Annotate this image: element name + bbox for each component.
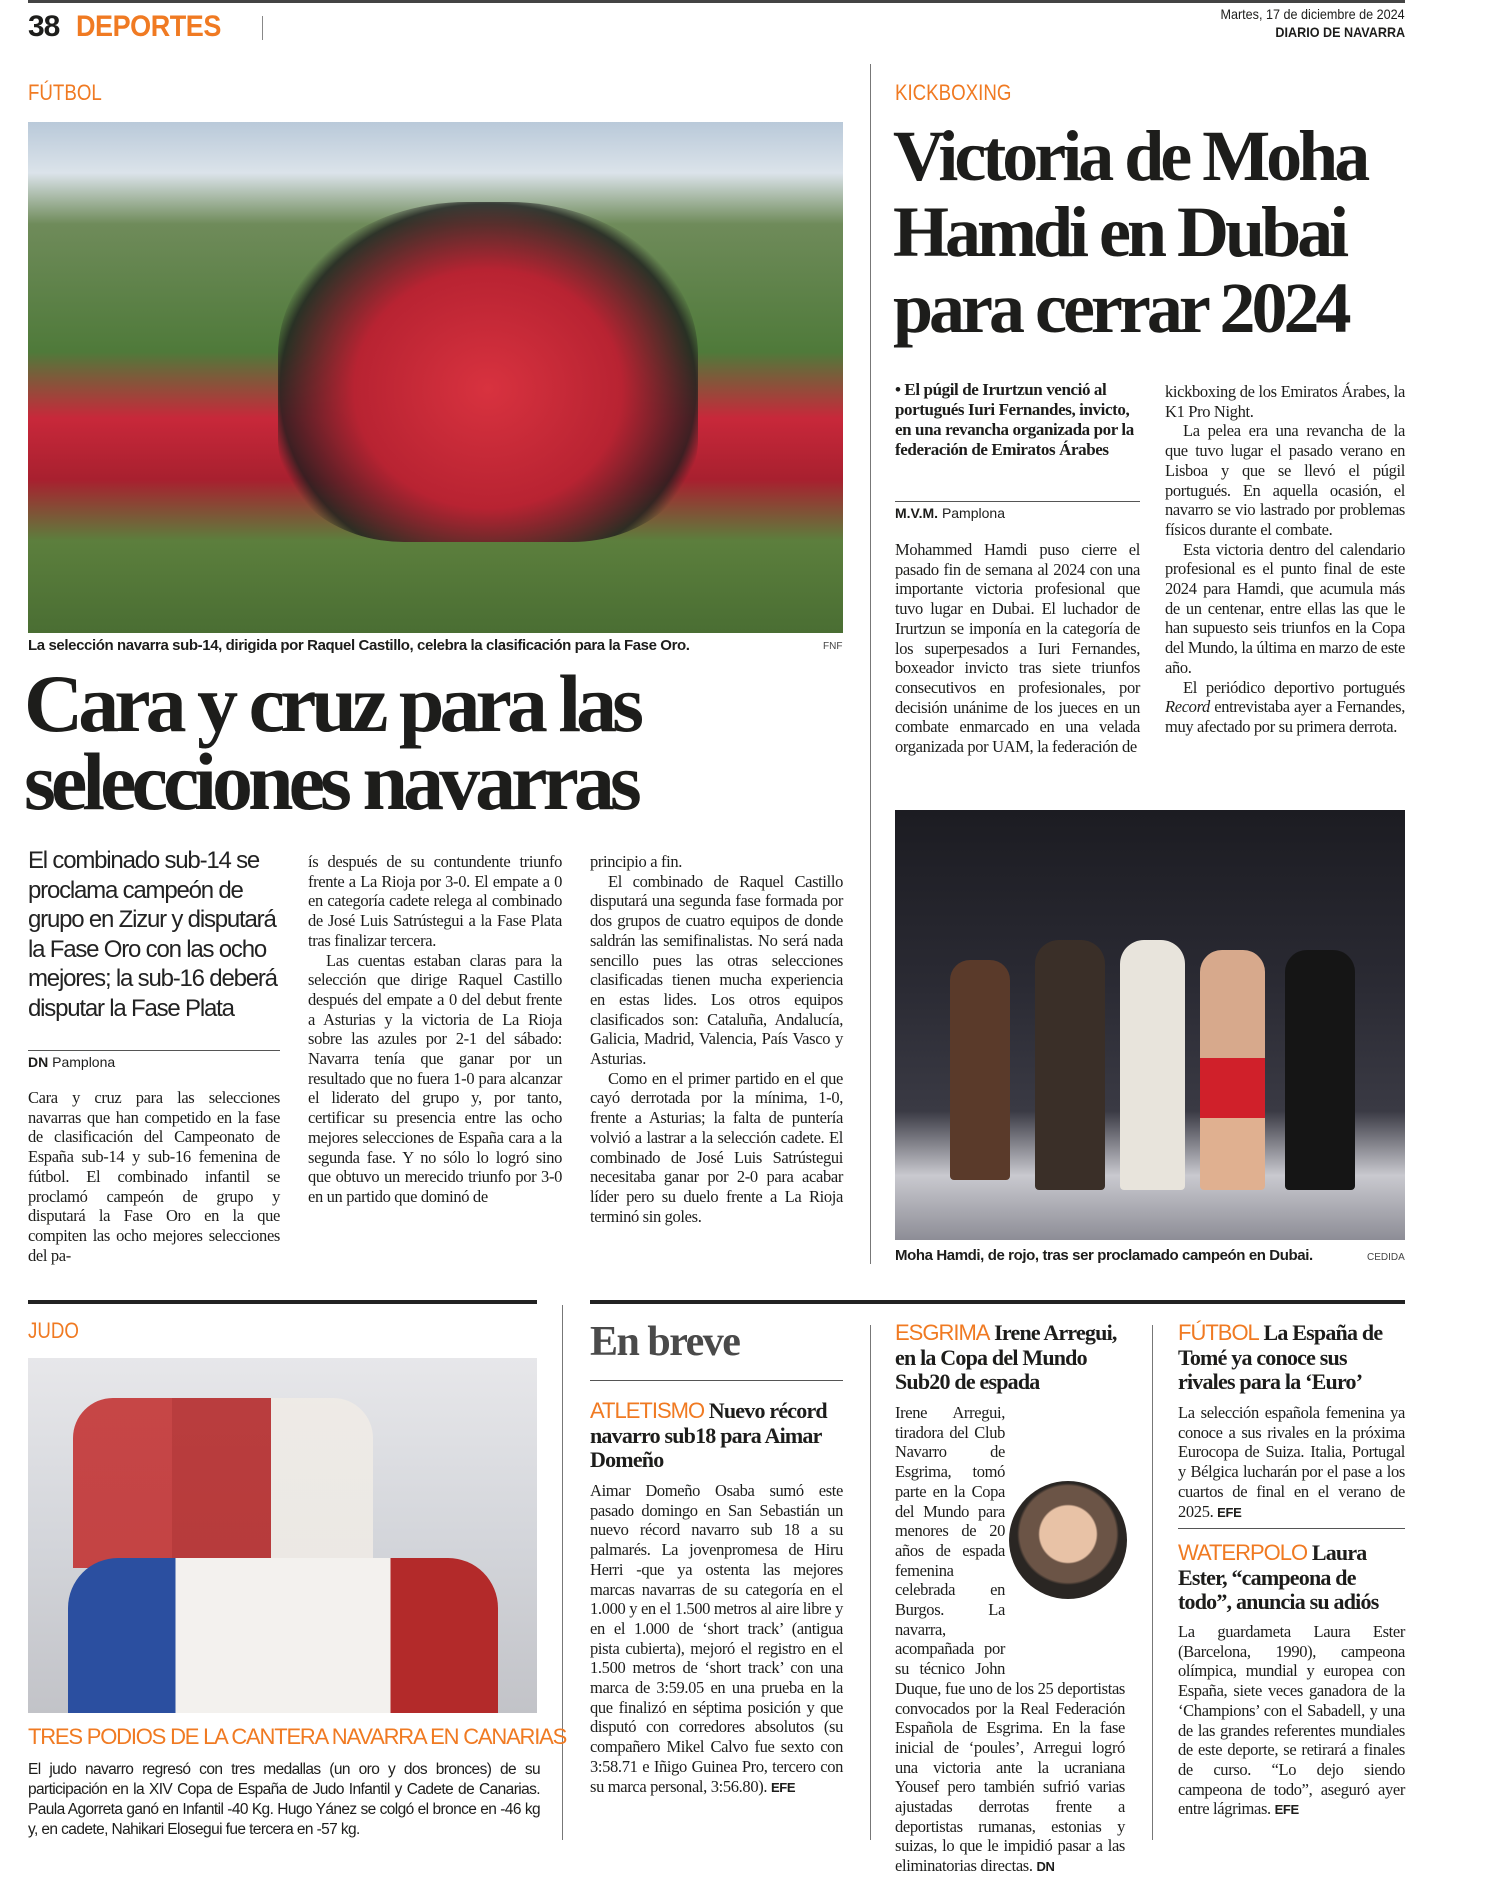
fighter-figure <box>950 960 1010 1180</box>
page-number: 38 <box>28 10 60 43</box>
brief-text: La guardameta Laura Ester (Barcelona, 1990), campeona olímpica, mundial y europea con España, siete veces ganadora de la ‘Champions’ con el Sabadell, y una de las grandes referentes mundiales de este deporte, se retirará a finales de curso. “Lo dejo siendo campeona de todo”, aseguró ayer entre lágrimas. EFE <box>1178 1622 1405 1819</box>
paragraph: Esta victoria dentro del calendario profesional es el punto final de este 2024 para Hamdi, que acumula más de un centenar, entre ellas las que le han supuesto seis triunfos en la Copa del Mundo, la última en marzo de este año. <box>1165 539 1405 677</box>
judo-top-rule <box>28 1300 537 1304</box>
text-wrap: Irene Arregui, tiradora del Club Navarro de Esgrima, tomó parte en la Copa del Mundo para menores de 20 años de espada femenina celebrada en Burgos. La navarra, acompañada por su técnico John Duque, fue uno de los 25 deportistas convocados por la Real Federación Española de Esgrima. En la fase inicial de ‘poules’, Arregui logró una victoria ante la ucraniana Yousef pero también sufrió varias ajustadas derrotas frente a deportistas rumanas, estonias y suizas, lo que le impidió pasar a las eliminatorias directas. DN <box>895 1403 1125 1876</box>
brief-headline: FÚTBOL La España de Tomé ya conoce sus rivales para la ‘Euro’ <box>1178 1320 1383 1394</box>
title-rule <box>590 1380 843 1381</box>
kickboxing-column-1 <box>895 540 1140 757</box>
column-divider <box>562 1305 563 1840</box>
byline: M.V.M. Pamplona <box>895 505 1005 521</box>
paragraph: ís después de su contundente triunfo frente a La Rioja por 3-0. El empate a 0 en categoría cadete relega al combinado de José Luis Satrústegui a la Fase Plata tras finalizar tercera. <box>308 852 562 950</box>
paragraph: kickboxing de los Emiratos Árabes, la K1 Pro Night. <box>1165 382 1405 421</box>
headline <box>24 658 640 827</box>
column-divider <box>870 1325 871 1840</box>
photo-credit: FNF <box>823 641 843 652</box>
brief-text <box>895 1403 1125 1877</box>
team-celebration-photo <box>28 122 843 633</box>
body-column-2 <box>308 852 562 1207</box>
brief-top-rule <box>590 1300 1405 1304</box>
summary: • El púgil de Irurtzun venció al portugués Iuri Fernandes, invicto, en una revancha organizada por la federación de Emiratos Árabes <box>895 380 1134 459</box>
photo-caption: Moha Hamdi, de rojo, tras ser proclamado campeón en Dubai. <box>895 1247 1313 1264</box>
deck: El combinado sub-14 se proclama campeón de grupo en Zizur y disputará la Fase Oro con las ocho mejores; la sub-16 deberá disputar la Fase Plata <box>28 847 277 1022</box>
paragraph: El combinado de Raquel Castillo disputará una segunda fase formada por dos grupos de cuatro equipos de donde saldrán las semifinalistas. No será nada sencillo pues las otras selecciones clasificadas tienen mucha experiencia en estas lides. Los otros equipos clasificados son: Cataluña, Andalucía, Galicia, Madrid, Valencia, País Vasco y Asturias. <box>590 871 843 1069</box>
header-divider <box>262 16 263 40</box>
headline-line: Victoria de Moha <box>893 116 1367 196</box>
section-label-judo: JUDO <box>28 1318 79 1343</box>
brief-rule <box>1178 1528 1405 1529</box>
athletes-front-row <box>68 1558 498 1713</box>
column-divider <box>1152 1325 1153 1840</box>
kickboxing-headline <box>893 118 1366 346</box>
photo-credit: CEDIDA <box>1367 1252 1405 1263</box>
brief-headline: ATLETISMO Nuevo récord navarro sub18 para Aimar Domeño <box>590 1398 827 1472</box>
photo-caption: La selección navarra sub-14, dirigida por Raquel Castillo, celebra la clasificación para la Fase Oro. <box>28 637 690 654</box>
newspaper-name: DIARIO DE NAVARRA <box>1275 24 1405 40</box>
body-column-3 <box>590 852 843 1226</box>
byline: DN Pamplona <box>28 1054 116 1070</box>
brief-text: Aimar Domeño Osaba sumó este pasado domingo en San Sebastián un nuevo récord navarro sub 18 a su palmarés. La jovenpromesa de Hiru Herri -que ya ostenta las mejores marcas navarras de su categoría en el 1.000 y en el 1.500 metros al aire libre y en el 1.000 de ‘short track’ (antigua pista cubierta), mejoró el registro en el 1.500 metros de ‘short track’ con una marca de 3:59.05 en una prueba en la que finalizó en séptima posición y que disputó con corredores absolutos (su compañero Mikel Calvo fue sexto con 3:58.71 e Iñigo Guinea Pro, tercero con su marca personal, 3:56.80). EFE <box>590 1481 843 1796</box>
official-figure <box>1120 940 1185 1190</box>
paragraph: La pelea era una revancha de la que tuvo lugar el pasado verano en Lisboa y que se llevó el púgil portugués. En aquella ocasión, el navarro se vio lastrado por problemas físicos durante el combate. <box>1165 421 1405 539</box>
en-breve-title: En breve <box>590 1319 740 1365</box>
column-divider <box>870 64 871 1264</box>
paragraph: El periódico deportivo portugués Record entrevistaba ayer a Fernandes, muy afectado por su primera derrota. <box>1165 677 1405 736</box>
winner-podium-photo <box>895 810 1405 1240</box>
brief-headline: ESGRIMA Irene Arregui, en la Copa del Mundo Sub20 de espada <box>895 1320 1117 1394</box>
paragraph: Mohammed Hamdi puso cierre el pasado fin de semana al 2024 con una importante victoria profesional que tuvo lugar en Dubai. El luchador de Irurtzun se imponía en la categoría de los superpesados a Iuri Fernandes, boxeador invicto tras siete triunfos consecutivos en profesionales, por decisión unánime de los jueces en un combate enmarcado en una velada organizada por UAM, la federación de <box>895 540 1140 757</box>
paragraph: Cara y cruz para las selecciones navarras que han competido en la fase de clasificación del Campeonato de España sub-14 y sub-16 femenina de fútbol. El combinado infantil se proclamó campeón de grupo y disputará la Fase Oro en la que compiten las ocho mejores selecciones del pa- <box>28 1088 280 1265</box>
paragraph: Como en el primer partido en el que cayó derrotada por la mínima, 1-0, frente a Asturias; la falta de puntería volvió a lastrar a la selección cadete. El combinado de José Luis Satrústegui necesitaba ganar por 2-0 para acabar líder pero su duelo frente a La Rioja terminó sin goles. <box>590 1068 843 1226</box>
headline-line: Cara y cruz para las <box>24 658 640 749</box>
section-label-futbol: FÚTBOL <box>28 80 102 105</box>
issue-date: Martes, 17 de diciembre de 2024 <box>1220 6 1405 22</box>
section-label-kickboxing: KICKBOXING <box>895 80 1012 105</box>
brief-headline: WATERPOLO Laura Ester, “campeona de todo”, anuncia su adiós <box>1178 1540 1379 1614</box>
official-figure <box>1035 940 1105 1190</box>
body-column-1 <box>28 1088 280 1265</box>
kickboxing-column-2 <box>1165 382 1405 737</box>
byline-rule <box>28 1050 280 1051</box>
players-group <box>278 202 698 542</box>
judo-headline: TRES PODIOS DE LA CANTERA NAVARRA EN CANARIAS <box>28 1724 567 1749</box>
athlete-portrait-photo <box>1009 1481 1127 1599</box>
judo-text: El judo navarro regresó con tres medallas (un oro y dos bronces) de su participación en la XIV Copa de España de Judo Infantil y Cadete de Canarias. Paula Agorreta ganó en Infantil -40 Kg. Hugo Yánez se colgó el bronce en -46 kg y, en cadete, Nahikari Elosegui fue tercera en -57 kg. <box>28 1761 540 1838</box>
headline-line: selecciones navarras <box>24 736 637 827</box>
paragraph: principio a fin. <box>590 852 682 871</box>
athletes-back-row <box>73 1398 373 1568</box>
bullet-icon: • <box>895 380 905 399</box>
brief-text: La selección española femenina ya conoce a sus rivales en la próxima Eurocopa de Suiza. Italia, Portugal y Bélgica lucharán por el pase a los cuartos de final en el verano de 2025. EFE <box>1178 1403 1405 1521</box>
paragraph: Las cuentas estaban claras para la selección que dirige Raquel Castillo después del empate a 0 del debut frente a Asturias y la victoria de La Rioja sobre las azules por 2-1 del sábado: Navarra tenía que ganar por un resultado que no fuera 1-0 para alcanzar el liderato del grupo y, por tanto, certificar su presencia entre las ocho mejores selecciones de España cara a la segunda fase. Y no sólo lo logró sino que obtuvo un merecido triunfo por 3-0 en un partido que dominó de <box>308 950 562 1206</box>
byline-rule <box>895 501 1140 502</box>
headline-line: para cerrar 2024 <box>893 268 1348 348</box>
winner-figure <box>1200 950 1265 1190</box>
headline-line: Hamdi en Dubai <box>893 192 1346 272</box>
judo-team-photo <box>28 1358 537 1713</box>
section-title: DEPORTES <box>76 10 221 43</box>
top-rule <box>28 0 1405 3</box>
referee-figure <box>1285 950 1355 1190</box>
